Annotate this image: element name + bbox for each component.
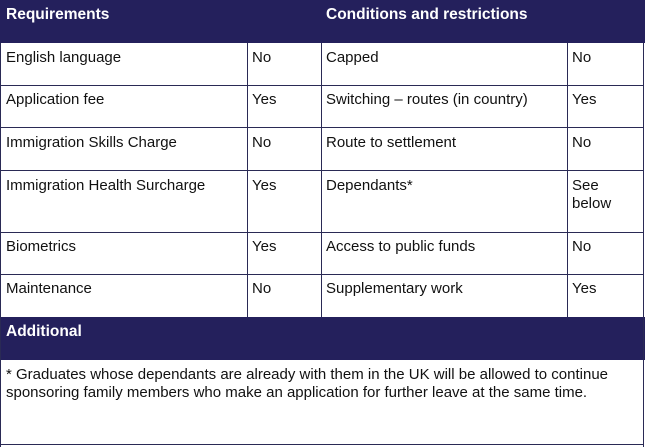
row-divider — [0, 232, 644, 233]
requirement-label: Immigration Health Surcharge — [6, 177, 206, 194]
row-divider — [0, 170, 644, 171]
condition-label: Supplementary work — [326, 280, 463, 297]
table-border-left — [0, 43, 1, 447]
condition-label: Switching – routes (in country) — [326, 91, 528, 108]
table-header-bar — [0, 0, 645, 43]
conditions-header: Conditions and restrictions — [326, 6, 528, 23]
requirement-value: No — [252, 280, 272, 297]
condition-value: No — [572, 238, 592, 255]
requirement-label: Biometrics — [6, 238, 77, 255]
requirement-label: Maintenance — [6, 280, 92, 297]
requirement-label: English language — [6, 49, 122, 66]
condition-value: No — [572, 49, 592, 66]
additional-header-bar — [0, 317, 645, 360]
requirement-label: Immigration Skills Charge — [6, 134, 177, 151]
condition-label: Route to settlement — [326, 134, 457, 151]
condition-value: See below — [572, 177, 612, 212]
row-divider — [0, 85, 644, 86]
table-border-right — [643, 43, 644, 447]
row-divider — [0, 274, 644, 275]
requirement-value: No — [252, 49, 272, 66]
condition-label: Capped — [326, 49, 379, 66]
requirement-value: No — [252, 134, 272, 151]
condition-value: No — [572, 134, 592, 151]
additional-note: * Graduates whose dependants are already with them in the UK will be allowed to continue sponsoring family members who make an application for further leave at the same time. — [6, 366, 609, 401]
additional-title: Additional — [6, 323, 82, 340]
condition-value: Yes — [572, 280, 597, 297]
requirements-header: Requirements — [6, 6, 110, 23]
requirement-value: Yes — [252, 91, 277, 108]
condition-label: Dependants* — [326, 177, 413, 194]
condition-value: Yes — [572, 91, 597, 108]
condition-label: Access to public funds — [326, 238, 476, 255]
requirement-value: Yes — [252, 238, 277, 255]
requirement-label: Application fee — [6, 91, 105, 108]
row-divider — [0, 127, 644, 128]
requirement-value: Yes — [252, 177, 277, 194]
table-border-bottom — [0, 444, 644, 445]
